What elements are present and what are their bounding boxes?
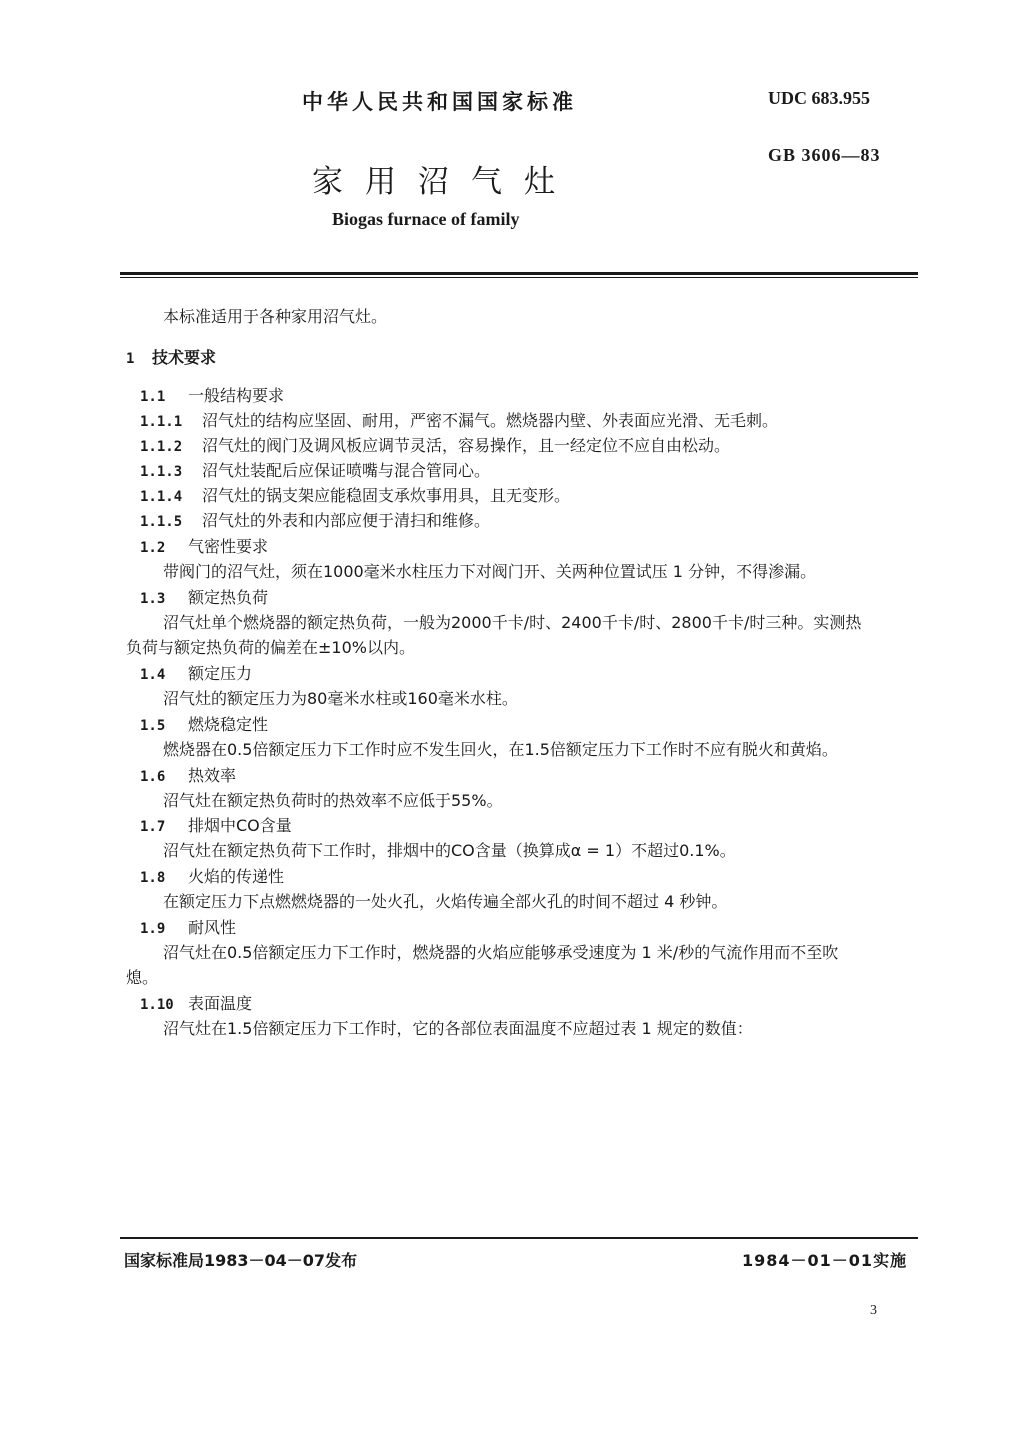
effective-date: 1984－01－01实施 bbox=[742, 1251, 908, 1270]
section-title: 燃烧稳定性 bbox=[188, 715, 269, 734]
clause-1-1-5 bbox=[140, 508, 490, 531]
section-1-1-heading bbox=[140, 383, 284, 406]
section-1-8-text: 在额定压力下点燃燃烧器的一处火孔，火焰传遍全部火孔的时间不超过 4 秒钟。 bbox=[163, 892, 728, 911]
clause-1-1-4 bbox=[140, 483, 570, 506]
section-title: 气密性要求 bbox=[188, 537, 269, 556]
section-1-5-text: 燃烧器在0.5倍额定压力下工作时应不发生回火，在1.5倍额定压力下工作时不应有脱火和黄焰。 bbox=[163, 740, 838, 759]
national-standard-label: 中华人民共和国国家标准 bbox=[302, 90, 577, 114]
section-number: 1.9 bbox=[140, 921, 166, 937]
section-title: 额定热负荷 bbox=[188, 588, 269, 607]
header-rule-thin bbox=[120, 277, 918, 278]
section-1-10-heading bbox=[140, 991, 252, 1014]
clause-text: 沼气灶的阀门及调风板应调节灵活，容易操作，且一经定位不应自由松动。 bbox=[202, 436, 731, 455]
section-1-7-text: 沼气灶在额定热负荷下工作时，排烟中的CO含量（换算成α = 1）不超过0.1%。 bbox=[163, 841, 736, 860]
section-number: 1 bbox=[126, 351, 135, 367]
page-number: 3 bbox=[870, 1303, 877, 1318]
section-1-4-heading bbox=[140, 661, 252, 684]
footer-rule bbox=[120, 1237, 918, 1239]
section-1-2-text: 带阀门的沼气灶，须在1000毫米水柱压力下对阀门开、关两种位置试压 1 分钟，不得渗漏。 bbox=[163, 562, 817, 581]
section-title: 额定压力 bbox=[188, 664, 253, 683]
section-1-5-heading bbox=[140, 712, 268, 735]
gb-code: GB 3606—83 bbox=[768, 145, 881, 165]
section-title: 火焰的传递性 bbox=[188, 867, 285, 886]
clause-1-1-3 bbox=[140, 458, 490, 481]
intro-text: 本标准适用于各种家用沼气灶。 bbox=[163, 307, 388, 326]
section-number: 1.10 bbox=[140, 997, 174, 1013]
header-rule-thick bbox=[120, 272, 918, 275]
section-title: 表面温度 bbox=[188, 994, 253, 1013]
section-1-6-heading bbox=[140, 763, 236, 786]
section-title: 一般结构要求 bbox=[188, 386, 285, 405]
section-1-10-text: 沼气灶在1.5倍额定压力下工作时，它的各部位表面温度不应超过表 1 规定的数值： bbox=[163, 1019, 753, 1038]
clause-1-1-2 bbox=[140, 433, 730, 456]
section-1-9-text-line-2: 熄。 bbox=[126, 968, 159, 987]
clause-number: 1.1.1 bbox=[140, 414, 183, 430]
section-number: 1.3 bbox=[140, 591, 166, 607]
section-number: 1.7 bbox=[140, 819, 166, 835]
clause-text: 沼气灶装配后应保证喷嘴与混合管同心。 bbox=[202, 461, 491, 480]
clause-number: 1.1.5 bbox=[140, 514, 183, 530]
section-number: 1.5 bbox=[140, 718, 166, 734]
section-1-3-text-line-2: 负荷与额定热负荷的偏差在±10%以内。 bbox=[126, 638, 415, 657]
document-title: 家用沼气灶 bbox=[312, 164, 577, 200]
clause-text: 沼气灶的结构应坚固、耐用，严密不漏气。燃烧器内壁、外表面应光滑、无毛刺。 bbox=[202, 411, 779, 430]
section-1-7-heading bbox=[140, 813, 292, 836]
section-1-4-text: 沼气灶的额定压力为80毫米水柱或160毫米水柱。 bbox=[163, 689, 518, 708]
clause-text: 沼气灶的外表和内部应便于清扫和维修。 bbox=[202, 511, 491, 530]
document-title-english: Biogas furnace of family bbox=[332, 209, 520, 229]
section-1-6-text: 沼气灶在额定热负荷时的热效率不应低于55%。 bbox=[163, 791, 503, 810]
section-number: 1.4 bbox=[140, 667, 166, 683]
clause-number: 1.1.4 bbox=[140, 489, 183, 505]
section-title: 热效率 bbox=[188, 766, 237, 785]
clause-number: 1.1.2 bbox=[140, 439, 183, 455]
section-1-heading bbox=[126, 345, 216, 368]
section-number: 1.2 bbox=[140, 540, 166, 556]
section-1-9-text-line-1: 沼气灶在0.5倍额定压力下工作时，燃烧器的火焰应能够承受速度为 1 米/秒的气流作用而不至吹 bbox=[163, 943, 839, 962]
clause-1-1-1 bbox=[140, 408, 778, 431]
clause-number: 1.1.3 bbox=[140, 464, 183, 480]
section-1-2-heading bbox=[140, 534, 268, 557]
section-title: 耐风性 bbox=[188, 918, 237, 937]
section-number: 1.6 bbox=[140, 769, 166, 785]
udc-code: UDC 683.955 bbox=[768, 88, 870, 108]
section-1-3-text-line-1: 沼气灶单个燃烧器的额定热负荷，一般为2000千卡/时、2400千卡/时、2800千卡/时三种。实测热 bbox=[163, 613, 862, 632]
section-title: 排烟中CO含量 bbox=[188, 816, 292, 835]
section-1-3-heading bbox=[140, 585, 268, 608]
section-1-8-heading bbox=[140, 864, 284, 887]
section-number: 1.1 bbox=[140, 389, 166, 405]
section-title: 技术要求 bbox=[152, 348, 217, 367]
clause-text: 沼气灶的锅支架应能稳固支承炊事用具，且无变形。 bbox=[202, 486, 571, 505]
section-number: 1.8 bbox=[140, 870, 166, 886]
section-1-9-heading bbox=[140, 915, 236, 938]
issue-date: 国家标准局1983－04－07发布 bbox=[124, 1251, 358, 1270]
